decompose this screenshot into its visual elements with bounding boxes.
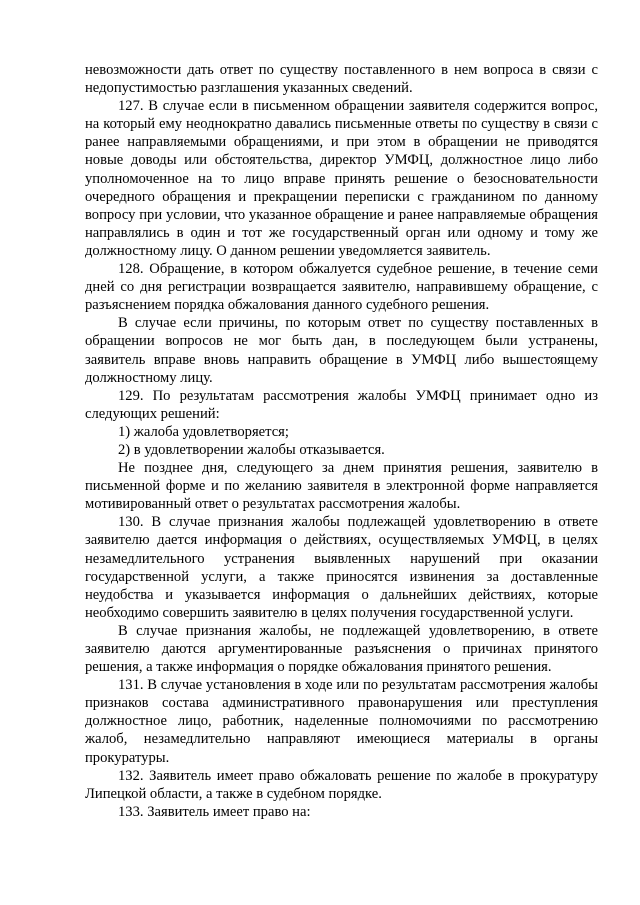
list-item-1: 1) жалоба удовлетворяется; — [118, 423, 289, 440]
paragraph-129: 129. По результатам рассмотрения жалобы УМФЦ принимает одно из следующих решений: — [85, 387, 598, 422]
paragraph-133: 133. Заявитель имеет право на: — [118, 803, 311, 820]
paragraph-130-rejection: В случае признания жалобы, не подлежащей удовлетворению, в ответе заявителю даются аргументированные разъяснения о причинах принятого решения, а также информация о порядке обжалования принятого решения. — [85, 622, 598, 676]
paragraph-127: 127. В случае если в письменном обращении заявителя содержится вопрос, на который ему неоднократно давались письменные ответы по существу в связи с ранее направляемыми обращениями, и при этом в обращении не приводятся новые доводы или обстоятельства, директор УМФЦ, должностное лицо либо уполномоченное на то лицо вправе принять решение о безосновательности очередного обращения и прекращении переписки с гражданином по данному вопросу при условии, что указанное обращение и ранее направляемые обращения направлялись в один и тот же государственный орган или одному и тому же должностному лицу. О данном решении уведомляется заявитель. — [85, 98, 598, 259]
document-page — [85, 61, 598, 821]
paragraph-answer-deadline: Не позднее дня, следующего за днем принятия решения, заявителю в письменной форме и по желанию заявителя в электронной форме направляется мотивированный ответ о результатах рассмотрения жалобы. — [85, 460, 598, 513]
paragraph-128-reasons: В случае если причины, по которым ответ по существу поставленных в обращении вопросов не мог быть дан, в последующем были устранены, заявитель вправе вновь направить обращение в УМФЦ либо вышестоящему должностному лицу. — [85, 315, 598, 386]
paragraph-131: 131. В случае установления в ходе или по результатам рассмотрения жалобы признаков состава административного правонарушения или преступления должностное лицо, работник, наделенные полномочиями по рассмотрению жалоб, незамедлительно направляют имеющиеся материалы в органы прокуратуры. — [85, 677, 598, 766]
list-item-2: 2) в удовлетворении жалобы отказывается. — [118, 441, 385, 458]
paragraph-132: 132. Заявитель имеет право обжаловать решение по жалобе в прокуратуру Липецкой области, а также в судебном порядке. — [85, 767, 598, 802]
paragraph-128: 128. Обращение, в котором обжалуется судебное решение, в течение семи дней со дня регистрации возвращается заявителю, направившему обращение, с разъяснением порядка обжалования данного судебного решения. — [85, 261, 598, 314]
paragraph-130: 130. В случае признания жалобы подлежащей удовлетворению в ответе заявителю дается информация о действиях, осуществляемых УМФЦ, в целях незамедлительного устранения выявленных нарушений при оказании государственной услуги, а также приносятся извинения за доставленные неудобства и указывается информация о дальнейших действиях, которые необходимо совершить заявителю в целях получения государственной услуги. — [85, 514, 598, 621]
paragraph-continuation: невозможности дать ответ по существу поставленного в нем вопроса в связи с недопустимостью разглашения указанных сведений. — [85, 62, 598, 97]
